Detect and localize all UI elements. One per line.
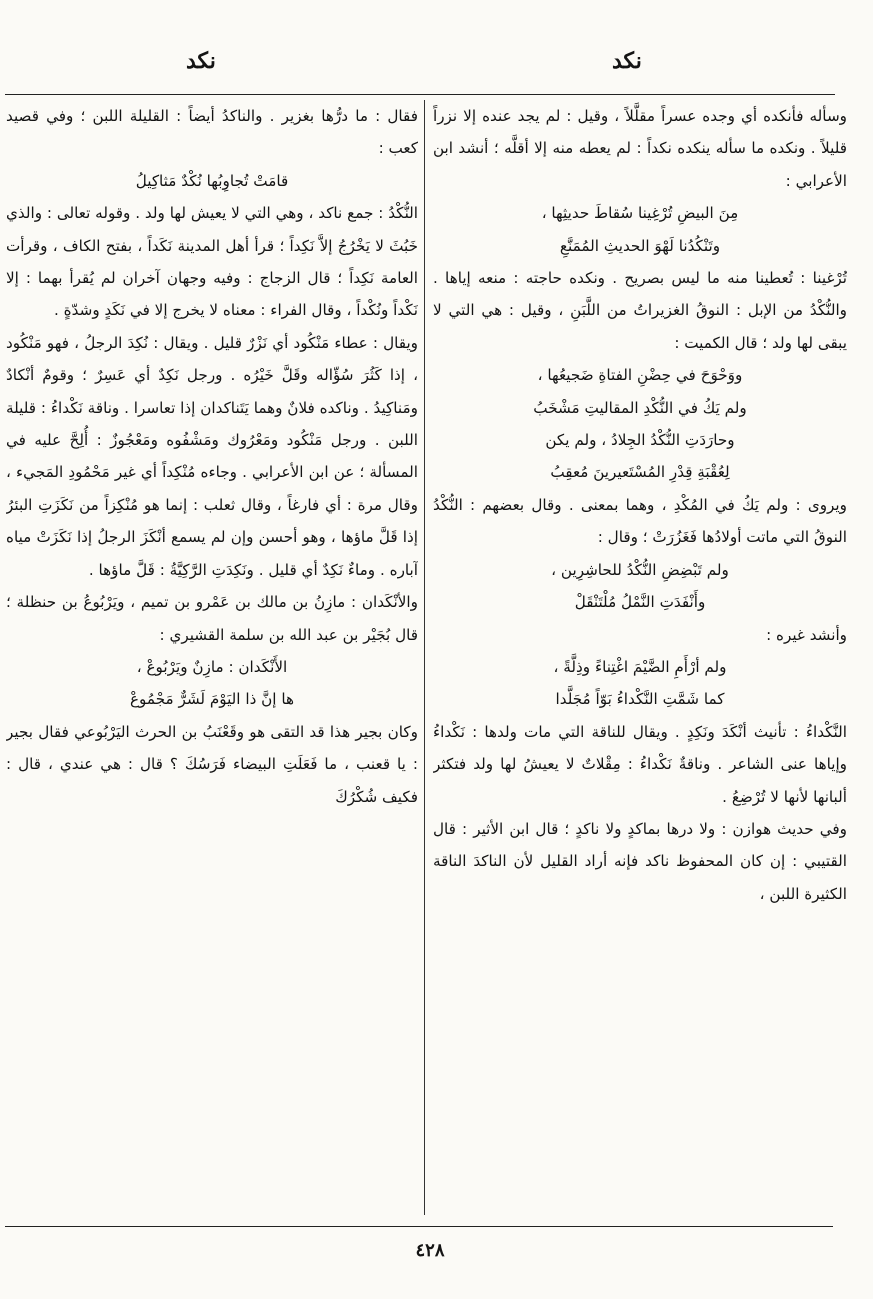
- paragraph: ويروى : ولم يَكُ في المُكْدِ ، وهما بمعنى . وقال بعضهم : النُّكْدُ النوقُ التي ماتت أولادُها فَغَزُرَتْ ؛ وقال :: [433, 495, 847, 547]
- verse-line: قامَتْ تُجاوِبُها نُكْدٌ مَثاكِيلُ: [135, 171, 289, 190]
- verse-line: ولم يَكُ في النُّكْدِ المقاليتِ مَشْخَبُ: [533, 398, 747, 417]
- verse-line: مِنَ البيضِ تُرْغِينا سُقاطَ حديثِها ،: [541, 204, 739, 223]
- paragraph: وفي حديث هوازن : ولا درها بماكدٍ ولا ناكدٍ ؛ قال ابن الأثير : قال القتيبي : إن كان المحفوظ ناكد فإنه أراد القليل لأن الناكدَ الناقة الكثيرة اللبن ،: [433, 819, 847, 903]
- verse-line: ولم تَبْضِضِ النُّكْدُ للحاشِرِين ،: [551, 560, 729, 579]
- bottom-rule: [5, 1226, 833, 1227]
- paragraph: وسأله فأنكده أي وجده عسراً مقلَّلاً ، وقيل : لم يجد عنده إلا نزراً قليلاً . ونكده ما سأله ينكده نكداً : لم يعطه منه إلا أقلَّه ؛ أنشد ابن الأعرابي :: [433, 107, 847, 190]
- right-column: [433, 100, 847, 1220]
- paragraph: والأنْكَدان : مازِنُ بن مالك بن عَمْرو بن تميم ، ويَرْبُوعُ بن حنظلة ؛ قال بُجَيْر بن عبد الله بن سلمة القشيري :: [6, 593, 418, 644]
- verse-line: وأَنْفَدَتِ النَّمْلُ مُلْتَنْقَلْ: [574, 593, 706, 612]
- page-number: ٤٢٨: [415, 1240, 445, 1261]
- paragraph: وكان بجير هذا قد التقى هو وقَعْنَبُ بن الحرث اليَرْبُوعي فقال بجير : يا قعنب ، ما فَعَلَتِ البيضاء فَرَسُكَ ؟ قال : هي عندي ، قال : فكيف شُكْرُكَ: [6, 722, 418, 806]
- verse-line: لِعُقْبَةِ قِدْرِ المُسْتَعيرينَ مُعقِبُ: [550, 463, 730, 482]
- paragraph: النُّكْدُ : جمع ناكد ، وهي التي لا يعيش لها ولد . وقوله تعالى : والذي خَبُثَ لا يَخْرُجُ إلاَّ نَكِداً ؛ قرأ أهل المدينة نَكَداً ، بفتح الكاف ، وقرأت العامة نَكِداً ؛ قال الزجاج : وفيه وجهان آخران لم يُقرأ بهما : إلا نَكْداً ونُكْداً ، وقال الفراء : معناه لا يخرج إلا في نَكَدٍ وشدّةٍ .: [6, 204, 418, 320]
- verse-line: وتَنْكُدُنا لَهْوَ الحديثِ المُمَنَّعِ: [559, 236, 721, 255]
- running-headword-right: نكد: [612, 48, 642, 74]
- paragraph: تُرْغينا : تُعطينا منه ما ليس بصريح . ونكده حاجته : منعه إياها . والنُّكْدُ من الإبل : النوقُ الغزيراتُ من اللَّبَنِ ، وقيل : هي التي لا يبقى لها ولد ؛ قال الكميت :: [433, 269, 847, 352]
- verse-line: كما شَمَّتِ النَّكْداءُ بَوّاً مُجَلَّدا: [555, 690, 725, 709]
- paragraph: النَّكْداءُ : تأنيث أنْكَدَ ونَكِدٍ . ويقال للناقة التي مات ولدها : نَكْداءُ وإياها عنى الشاعر . وناقةٌ نَكْداءُ : مِقْلاتٌ لا يعيشُ لها ولد فتكثر ألبانها لأنها لا تُرْضِعُ .: [433, 722, 847, 806]
- running-headword-left: نكد: [186, 48, 216, 74]
- paragraph: ويقال : عطاء مَنْكُود أي نَزْرٌ قليل . ويقال : نُكِدَ الرجلُ ، فهو مَنْكُود ، إذا كَثُرَ سُؤّاله وقَلَّ خَيْرُه . ورجل نَكِدٌ أي عَسِرٌ ؛ وقومٌ أنْكادٌ ومَناكِيدُ . وناكده فلانٌ وهما يَتَناكدان إذا تعاسرا . وناقة نَكْداءُ : قليلة اللبن . ورجل مَنْكُود ومَعْرُوك ومَشْفُوه ومَعْجُوزٌ : أُلِحَّ عليه في المسألة ؛ عن ابن الأعرابي . وجاءه مُنْكِداً أي غير مَحْمُودِ المَجيء ، وقال مرة : أي فارغاً ، وقال ثعلب : إنما هو مُنْكِزاً من نَكَزَتِ البئرُ إذا قَلَّ ماؤها ، وهو أحسن وإن لم يسمع أنْكَزَ الرجلُ إذا نَكَزَتْ مياه آباره . وماءٌ نَكِدٌ أي قليل . ونَكِدَتِ الرَّكِيَّةُ : قَلَّ ماؤها .: [6, 333, 418, 579]
- paragraph: وأنشد غيره :: [766, 625, 847, 644]
- left-column: [6, 100, 418, 1220]
- paragraph: فقال : ما درُّها بغزير . والناكدُ أيضاً : القليلة اللبن ؛ وفي قصيد كعب :: [6, 107, 418, 158]
- verse-line: الأَنْكَدان : مازِنٌ ويَرْبُوعْ ،: [136, 657, 288, 676]
- verse-line: ووَحْوَحَ في حِضْنِ الفتاةِ ضَجيعُها ،: [537, 366, 743, 385]
- top-rule: [5, 94, 835, 95]
- column-divider: [424, 100, 425, 1215]
- verse-line: ها إنَّ ذا اليَوْمَ لَشَرٌّ مَجْمُوعْ: [130, 690, 294, 709]
- page-header: [0, 40, 873, 90]
- verse-line: ولم أرْأَمِ الضَّيْمَ اغْتِناءً وذِلَّةً ،: [553, 657, 727, 676]
- verse-line: وحارَدَتِ النُّكْدُ الجِلادُ ، ولم يكن: [545, 431, 735, 450]
